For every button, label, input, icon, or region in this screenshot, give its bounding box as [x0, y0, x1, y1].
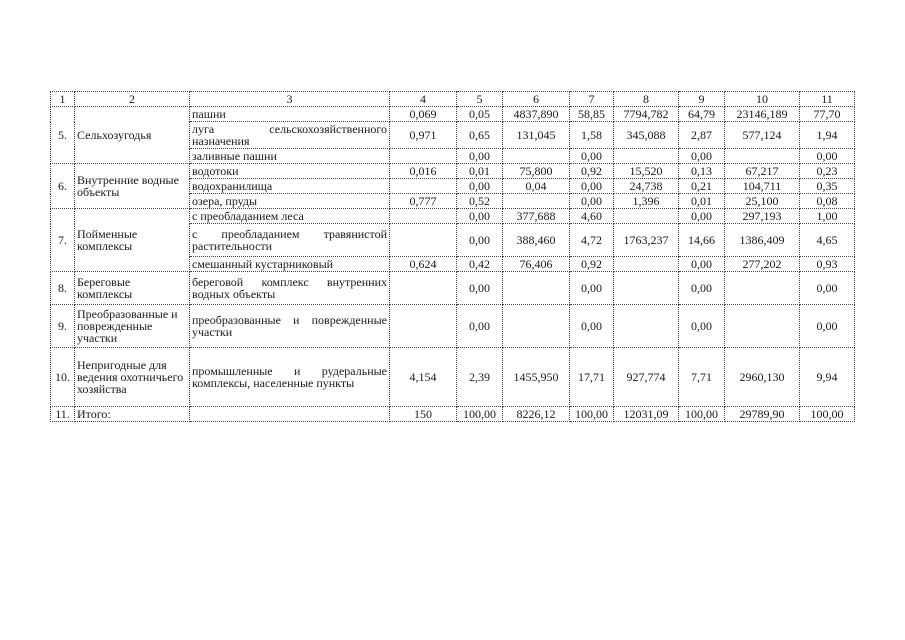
table-row — [51, 209, 855, 224]
subcategory-label — [190, 407, 390, 422]
value-cell: 0,35 — [800, 179, 855, 194]
value-cell: 29789,90 — [725, 407, 800, 422]
value-cell: 4,60 — [570, 209, 614, 224]
value-cell: 0,624 — [390, 257, 457, 272]
row-number: 10. — [51, 348, 75, 407]
value-cell: 0,42 — [457, 257, 503, 272]
value-cell: 104,711 — [725, 179, 800, 194]
value-cell: 0,971 — [390, 122, 457, 149]
land-category-table — [50, 91, 855, 422]
value-cell: 0,00 — [570, 305, 614, 348]
value-cell: 0,069 — [390, 107, 457, 122]
value-cell — [614, 257, 679, 272]
value-cell — [390, 224, 457, 257]
value-cell: 58,85 — [570, 107, 614, 122]
header-cell: 6 — [503, 92, 570, 107]
value-cell: 23146,189 — [725, 107, 800, 122]
category-name: Сельхозугодья — [75, 107, 190, 164]
value-cell: 2960,130 — [725, 348, 800, 407]
category-name: Непригодные для ведения охотничьего хозяйства — [75, 348, 190, 407]
value-cell: 0,00 — [800, 149, 855, 164]
value-cell: 0,00 — [570, 179, 614, 194]
subcategory-label: луга сельскохозяйственного назначения — [190, 122, 390, 149]
value-cell — [725, 305, 800, 348]
table-row — [51, 164, 855, 179]
value-cell: 577,124 — [725, 122, 800, 149]
value-cell: 0,00 — [457, 209, 503, 224]
subcategory-label: заливные пашни — [190, 149, 390, 164]
value-cell: 0,21 — [679, 179, 725, 194]
value-cell: 15,520 — [614, 164, 679, 179]
value-cell — [503, 149, 570, 164]
value-cell: 100,00 — [570, 407, 614, 422]
value-cell: 297,193 — [725, 209, 800, 224]
value-cell: 1386,409 — [725, 224, 800, 257]
value-cell: 0,00 — [457, 224, 503, 257]
value-cell: 131,045 — [503, 122, 570, 149]
value-cell: 0,13 — [679, 164, 725, 179]
total-row — [51, 407, 855, 422]
value-cell: 1455,950 — [503, 348, 570, 407]
header-cell: 2 — [75, 92, 190, 107]
subcategory-label: пашни — [190, 107, 390, 122]
category-name: Преобразованные и поврежденные участки — [75, 305, 190, 348]
value-cell: 0,00 — [570, 194, 614, 209]
value-cell: 927,774 — [614, 348, 679, 407]
value-cell: 24,738 — [614, 179, 679, 194]
header-cell: 3 — [190, 92, 390, 107]
value-cell: 0,04 — [503, 179, 570, 194]
value-cell: 2,87 — [679, 122, 725, 149]
subcategory-label: береговой комплекс внутренних водных объекты — [190, 272, 390, 305]
value-cell: 150 — [390, 407, 457, 422]
value-cell — [390, 272, 457, 305]
value-cell: 0,777 — [390, 194, 457, 209]
table-row — [51, 305, 855, 348]
value-cell: 0,00 — [679, 272, 725, 305]
value-cell: 0,016 — [390, 164, 457, 179]
subcategory-label: водотоки — [190, 164, 390, 179]
value-cell: 7,71 — [679, 348, 725, 407]
value-cell — [614, 149, 679, 164]
value-cell: 100,00 — [457, 407, 503, 422]
value-cell: 76,406 — [503, 257, 570, 272]
value-cell: 64,79 — [679, 107, 725, 122]
value-cell: 0,00 — [800, 305, 855, 348]
table-row — [51, 107, 855, 122]
value-cell: 388,460 — [503, 224, 570, 257]
value-cell: 0,92 — [570, 164, 614, 179]
value-cell: 1,58 — [570, 122, 614, 149]
row-number: 7. — [51, 209, 75, 272]
value-cell: 4,65 — [800, 224, 855, 257]
category-name: Внутренние водные объекты — [75, 164, 190, 209]
value-cell: 0,52 — [457, 194, 503, 209]
row-number: 6. — [51, 164, 75, 209]
value-cell: 100,00 — [800, 407, 855, 422]
value-cell: 1,00 — [800, 209, 855, 224]
value-cell: 67,217 — [725, 164, 800, 179]
value-cell: 2,39 — [457, 348, 503, 407]
table-row — [51, 272, 855, 305]
value-cell — [503, 272, 570, 305]
value-cell: 0,00 — [457, 272, 503, 305]
value-cell: 0,00 — [800, 272, 855, 305]
value-cell: 75,800 — [503, 164, 570, 179]
value-cell — [390, 209, 457, 224]
value-cell: 0,05 — [457, 107, 503, 122]
total-label: Итого: — [75, 407, 190, 422]
value-cell: 0,01 — [457, 164, 503, 179]
header-cell: 4 — [390, 92, 457, 107]
row-number: 11. — [51, 407, 75, 422]
header-cell: 8 — [614, 92, 679, 107]
value-cell: 0,00 — [457, 305, 503, 348]
value-cell: 8226,12 — [503, 407, 570, 422]
value-cell: 0,00 — [679, 209, 725, 224]
value-cell: 1763,237 — [614, 224, 679, 257]
row-number: 8. — [51, 272, 75, 305]
value-cell: 77,70 — [800, 107, 855, 122]
value-cell: 100,00 — [679, 407, 725, 422]
value-cell: 0,00 — [570, 149, 614, 164]
value-cell: 0,65 — [457, 122, 503, 149]
value-cell: 277,202 — [725, 257, 800, 272]
header-cell: 5 — [457, 92, 503, 107]
value-cell — [503, 194, 570, 209]
subcategory-label: озера, пруды — [190, 194, 390, 209]
value-cell: 0,23 — [800, 164, 855, 179]
header-cell: 10 — [725, 92, 800, 107]
value-cell: 0,00 — [457, 149, 503, 164]
value-cell: 0,00 — [457, 179, 503, 194]
value-cell: 14,66 — [679, 224, 725, 257]
category-name: Пойменные комплексы — [75, 209, 190, 272]
subcategory-label: промышленные и рудеральные комплексы, населенные пункты — [190, 348, 390, 407]
value-cell — [390, 305, 457, 348]
subcategory-label: смешанный кустарниковый — [190, 257, 390, 272]
subcategory-label: с преобладанием леса — [190, 209, 390, 224]
value-cell: 0,93 — [800, 257, 855, 272]
value-cell: 1,396 — [614, 194, 679, 209]
value-cell — [614, 305, 679, 348]
value-cell: 0,00 — [679, 257, 725, 272]
value-cell: 0,00 — [679, 305, 725, 348]
value-cell: 7794,782 — [614, 107, 679, 122]
value-cell: 0,00 — [570, 272, 614, 305]
subcategory-label: водохранилища — [190, 179, 390, 194]
value-cell: 0,01 — [679, 194, 725, 209]
row-number: 5. — [51, 107, 75, 164]
value-cell — [725, 272, 800, 305]
value-cell — [614, 209, 679, 224]
subcategory-label: с преобладанием травянистой растительности — [190, 224, 390, 257]
value-cell — [614, 272, 679, 305]
row-number: 9. — [51, 305, 75, 348]
header-cell: 9 — [679, 92, 725, 107]
value-cell: 0,92 — [570, 257, 614, 272]
value-cell — [503, 305, 570, 348]
value-cell: 1,94 — [800, 122, 855, 149]
header-cell: 7 — [570, 92, 614, 107]
value-cell — [725, 149, 800, 164]
table-row — [51, 348, 855, 407]
value-cell: 17,71 — [570, 348, 614, 407]
subcategory-label: преобразованные и поврежденные участки — [190, 305, 390, 348]
value-cell: 345,088 — [614, 122, 679, 149]
category-name: Береговые комплексы — [75, 272, 190, 305]
value-cell: 25,100 — [725, 194, 800, 209]
value-cell: 12031,09 — [614, 407, 679, 422]
value-cell: 0,08 — [800, 194, 855, 209]
value-cell: 377,688 — [503, 209, 570, 224]
value-cell: 4,72 — [570, 224, 614, 257]
header-row — [51, 92, 855, 107]
value-cell — [390, 179, 457, 194]
value-cell: 4837,890 — [503, 107, 570, 122]
value-cell: 0,00 — [679, 149, 725, 164]
value-cell: 4,154 — [390, 348, 457, 407]
header-cell: 1 — [51, 92, 75, 107]
value-cell: 9,94 — [800, 348, 855, 407]
header-cell: 11 — [800, 92, 855, 107]
value-cell — [390, 149, 457, 164]
